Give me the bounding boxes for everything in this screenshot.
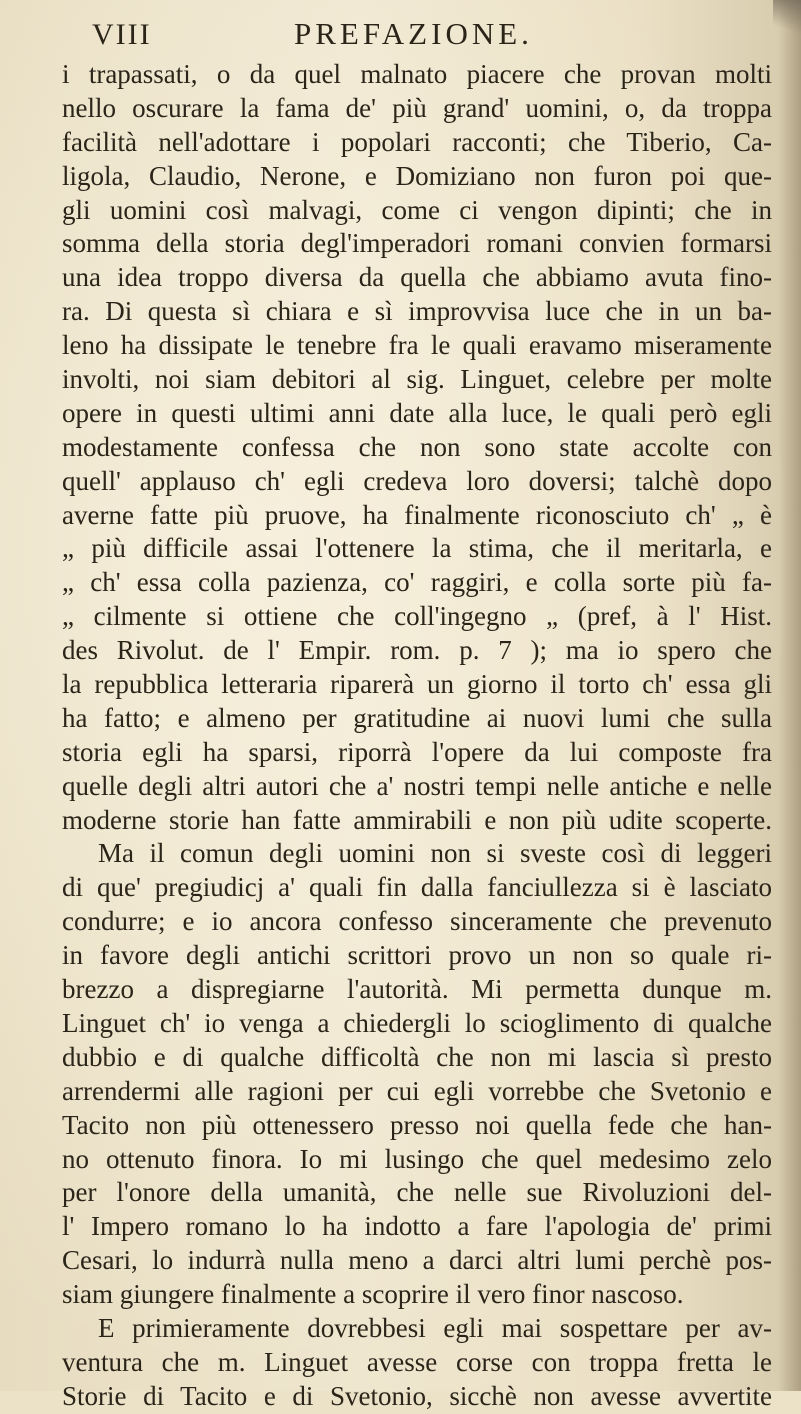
paragraph-start-line: E primieramente dovrebbesi egli mai sospettare per av- [98, 1312, 772, 1343]
text-line: opere in questi ultimi anni date alla luce, le quali però egli [62, 397, 772, 428]
text-line: siam giungere finalmente a scoprire il vero finor nascoso. [62, 1279, 684, 1310]
text-line: quelle degli altri autori che a' nostri tempi nelle antiche e nelle [62, 770, 772, 801]
page-corner-stain [773, 0, 801, 34]
text-line: arrendermi alle ragioni per cui egli vorrebbe che Svetonio e [62, 1075, 772, 1106]
text-line: ligola, Claudio, Nerone, e Domiziano non furon poi que- [62, 160, 772, 191]
page-header [62, 12, 762, 52]
paragraph-start-line: Ma il comun degli uomini non si sveste così di leggeri [98, 838, 772, 869]
text-line: l' Impero romano lo ha indotto a fare l'apologia de' primi [62, 1211, 772, 1242]
text-line: dubbio e di qualche difficoltà che non mi lascia sì presto [62, 1041, 772, 1072]
text-line: modestamente confessa che non sono state accolte con [62, 431, 772, 462]
text-line: leno ha dissipate le tenebre fra le quali eravamo miseramente [62, 330, 772, 361]
text-line: des Rivolut. de l' Empir. rom. p. 7 ); ma io spero che [62, 635, 772, 666]
page-edge-shadow [779, 0, 801, 1391]
text-line: quell' applauso ch' egli credeva loro doversi; talchè dopo [62, 465, 772, 496]
text-line: i trapassati, o da quel malnato piacere che provan molti [62, 59, 772, 89]
text-line: la repubblica letteraria riparerà un giorno il torto ch' essa gli [62, 669, 772, 700]
text-line: averne fatte più pruove, ha finalmente riconosciuto ch' „ è [62, 499, 772, 530]
running-head: PREFAZIONE. [294, 16, 533, 51]
text-line: facilità nell'adottare i popolari racconti; che Tiberio, Ca- [62, 126, 772, 157]
text-line: ha fatto; e almeno per gratitudine ai nuovi lumi che sulla [62, 702, 772, 733]
text-line: per l'onore della umanità, che nelle sue Rivoluzioni del- [62, 1177, 772, 1208]
text-line: Linguet ch' io venga a chiedergli lo scioglimento di qualche [62, 1007, 772, 1038]
text-line: ventura che m. Linguet avesse corse con troppa fretta le [62, 1346, 772, 1377]
text-line: gli uomini così malvagi, come ci vengon dipinti; che in [62, 194, 772, 225]
text-line: involti, noi siam debitori al sig. Linguet, celebre per molte [62, 364, 772, 395]
text-line: di que' pregiudicj a' quali fin dalla fanciullezza si è lasciato [62, 872, 772, 903]
text-line: brezzo a dispregiarne l'autorità. Mi permetta dunque m. [62, 974, 772, 1005]
text-line: somma della storia degl'imperadori romani convien formarsi [62, 228, 772, 259]
text-line: moderne storie han fatte ammirabili e non più udite scoperte. [62, 804, 772, 835]
text-line: no ottenuto finora. Io mi lusingo che quel medesimo zelo [62, 1143, 772, 1174]
text-line: in favore degli antichi scrittori provo un non so quale ri- [62, 940, 772, 971]
body-text [62, 58, 772, 1414]
text-line: condurre; e io ancora confesso sinceramente che prevenuto [62, 906, 772, 937]
text-line: ra. Di questa sì chiara e sì improvvisa luce che in un ba- [62, 296, 772, 327]
text-line: una idea troppo diversa da quella che abbiamo avuta fino- [62, 262, 772, 293]
text-line: Tacito non più ottenessero presso noi quella fede che han- [62, 1109, 772, 1140]
text-line-quoted: „ ch' essa colla pazienza, co' raggiri, e colla sorte più fa- [62, 567, 772, 598]
text-line-quoted: „ cilmente si ottiene che coll'ingegno „ (pref, à l' Hist. [62, 601, 772, 632]
page-number: VIII [92, 18, 152, 51]
text-line: Storie di Tacito e di Svetonio, sicchè non avesse avvertite [62, 1380, 772, 1411]
text-line: Cesari, lo indurrà nulla meno a darci altri lumi perchè pos- [62, 1245, 772, 1276]
text-line: storia egli ha sparsi, riporrà l'opere da lui composte fra [62, 736, 772, 767]
text-line: nello oscurare la fama de' più grand' uomini, o, da troppa [62, 92, 772, 123]
text-line-quoted: „ più difficile assai l'ottenere la stima, che il meritarla, e [62, 533, 772, 564]
